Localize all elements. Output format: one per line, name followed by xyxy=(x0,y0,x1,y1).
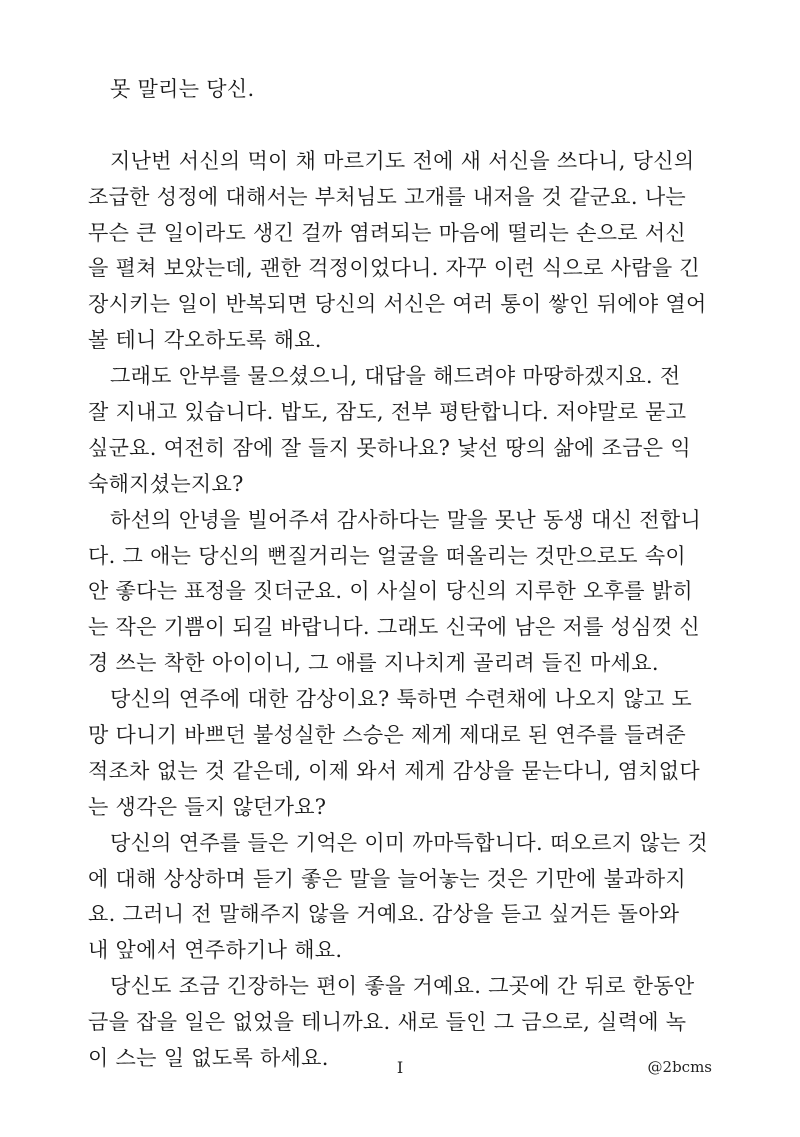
text-line: 볼 테니 각오하도록 해요. xyxy=(88,328,322,353)
text-line: 요. 그러니 전 말해주지 않을 거예요. 감상을 듣고 싶거든 돌아와 xyxy=(88,902,680,927)
text-line: 그래도 안부를 물으셨으니, 대답을 해드려야 마땅하겠지요. 전 xyxy=(110,364,681,389)
text-line: 숙해지셨는지요? xyxy=(88,471,244,496)
text-line: 당신의 연주를 들은 기억은 이미 까마득합니다. 떠오르지 않는 것 xyxy=(110,830,709,855)
text-line: 는 생각은 들지 않던가요? xyxy=(88,794,327,819)
page-number: I xyxy=(396,1058,404,1077)
text-line: 내 앞에서 연주하기나 해요. xyxy=(88,938,343,963)
text-line: 당신도 조금 긴장하는 편이 좋을 거예요. 그곳에 간 뒤로 한동안 xyxy=(110,974,695,999)
text-line: 안 좋다는 표정을 짓더군요. 이 사실이 당신의 지루한 오후를 밝히 xyxy=(88,579,693,604)
text-line: 을 펼쳐 보았는데, 괜한 걱정이었다니. 자꾸 이런 식으로 사람을 긴 xyxy=(88,256,700,281)
text-line: 다. 그 애는 당신의 뻔질거리는 얼굴을 떠올리는 것만으로도 속이 xyxy=(88,543,687,568)
text-line: 망 다니기 바쁘던 불성실한 스승은 제게 제대로 된 연주를 들려준 xyxy=(88,723,687,748)
text-line: 에 대해 상상하며 듣기 좋은 말을 늘어놓는 것은 기만에 불과하지 xyxy=(88,866,687,891)
text-line: 경 쓰는 착한 아이이니, 그 애를 지나치게 골리려 들진 마세요. xyxy=(88,651,659,676)
text-line: 당신의 연주에 대한 감상이요? 툭하면 수련채에 나오지 않고 도 xyxy=(110,687,693,712)
letter-body xyxy=(88,72,728,1077)
text-line: 싶군요. 여전히 잠에 잘 들지 못하나요? 낯선 땅의 삶에 조금은 익 xyxy=(88,435,691,460)
text-line: 금을 잡을 일은 없었을 테니까요. 새로 들인 그 금으로, 실력에 녹 xyxy=(88,1010,687,1035)
text-line: 하선의 안녕을 빌어주셔 감사하다는 말을 못난 동생 대신 전합니 xyxy=(110,507,702,532)
text-line: 지난번 서신의 먹이 채 마르기도 전에 새 서신을 쓰다니, 당신의 xyxy=(110,148,695,173)
text-line: 무슨 큰 일이라도 생긴 걸까 염려되는 마음에 떨리는 손으로 서신 xyxy=(88,220,687,245)
text-line: 조급한 성정에 대해서는 부처님도 고개를 내저을 것 같군요. 나는 xyxy=(88,184,687,209)
blank-line xyxy=(88,108,728,144)
text-line: 는 작은 기쁨이 되길 바랍니다. 그래도 신국에 남은 저를 성심껏 신 xyxy=(88,615,700,640)
author-credit: @2bcms xyxy=(647,1058,712,1076)
text-line: 이 스는 일 없도록 하세요. xyxy=(88,1046,329,1071)
text-line: 잘 지내고 있습니다. 밥도, 잠도, 전부 평탄합니다. 저야말로 묻고 xyxy=(88,400,687,425)
text-line: 장시키는 일이 반복되면 당신의 서신은 여러 통이 쌓인 뒤에야 열어 xyxy=(88,292,707,317)
text-line: 못 말리는 당신. xyxy=(110,77,255,101)
text-line: 적조차 없는 것 같은데, 이제 와서 제게 감상을 묻는다니, 염치없다 xyxy=(88,758,700,783)
